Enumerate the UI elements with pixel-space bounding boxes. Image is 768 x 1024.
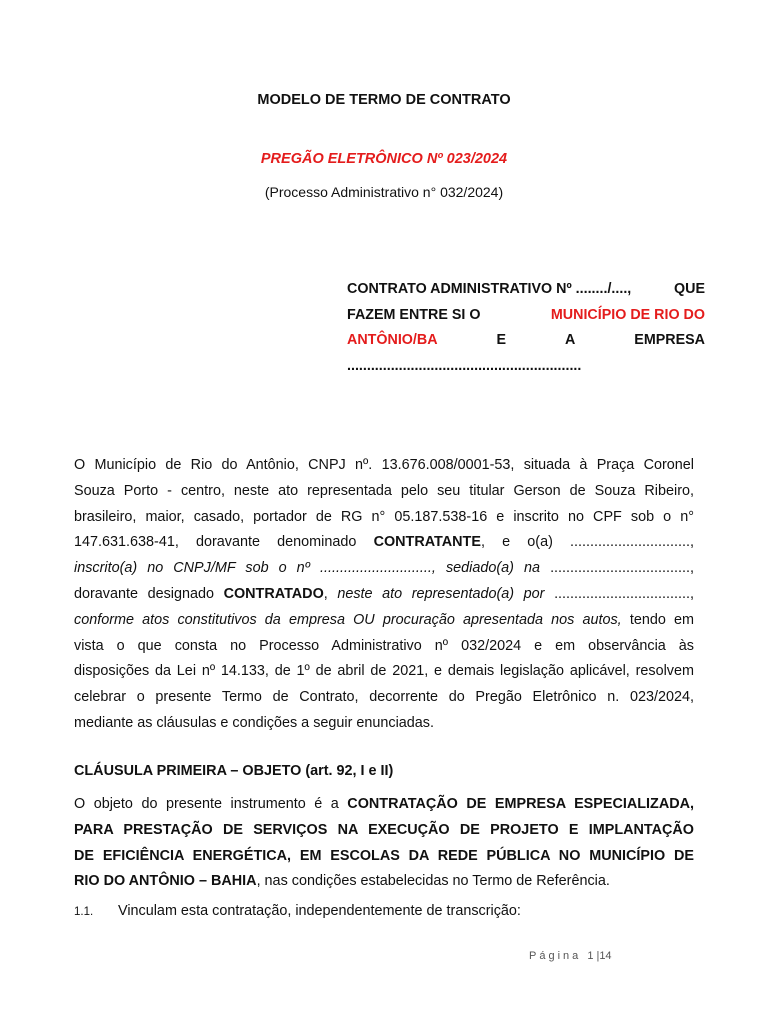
- preamble-line: [74, 582, 694, 608]
- summary-line: [347, 328, 705, 354]
- document-title: MODELO DE TERMO DE CONTRATO: [257, 92, 511, 108]
- summary-line: [347, 303, 705, 329]
- preamble-line: celebrar o presente Termo de Contrato, decorrente do Pregão Eletrônico n. 023/2024,: [74, 689, 694, 706]
- clause-heading: CLÁUSULA PRIMEIRA – OBJETO (art. 92, I e II): [74, 763, 394, 779]
- preamble-text: ...................................,: [550, 560, 694, 577]
- clause-paragraph: [74, 792, 694, 895]
- clause-text: O objeto do presente instrumento é a: [74, 796, 339, 812]
- summary-line: [347, 277, 705, 303]
- municipality-name: ANTÔNIO/BA: [347, 332, 438, 348]
- pregao-number: PREGÃO ELETRÔNICO Nº 023/2024: [260, 151, 508, 167]
- contratado-label: CONTRATADO: [223, 585, 324, 602]
- page-footer: [529, 950, 612, 962]
- preamble-text: conforme atos constitutivos da empresa OU procuração apresentada nos autos,: [74, 611, 622, 628]
- summary-text: FAZEM ENTRE SI O: [347, 306, 481, 323]
- page-total: 14: [599, 950, 612, 962]
- clause-object: RIO DO ANTÔNIO – BAHIA: [74, 873, 257, 890]
- preamble-line: Souza Porto - centro, neste ato representada pelo seu titular Gerson de Souza Ribeiro,: [74, 482, 694, 499]
- clause-item: [74, 903, 521, 919]
- preamble-text: ..................................,: [554, 585, 694, 602]
- preamble-line: mediante as cláusulas e condições a seguir enunciadas.: [74, 714, 434, 731]
- preamble-text: 147.631.638-41, doravante denominado: [74, 534, 357, 551]
- clause-line: [74, 792, 694, 818]
- process-number: (Processo Administrativo n° 032/2024): [264, 184, 504, 200]
- preamble-text: ,: [323, 585, 328, 602]
- preamble-line: [74, 608, 694, 634]
- preamble-line: O Município de Rio do Antônio, CNPJ nº. 13.676.008/0001-53, situada à Praça Coronel: [74, 457, 694, 473]
- summary-text: A: [565, 332, 576, 348]
- summary-line: [347, 354, 705, 380]
- clause-line: PARA PRESTAÇÃO DE SERVIÇOS NA EXECUÇÃO DE PROJETO E IMPLANTAÇÃO: [74, 821, 694, 838]
- preamble-text: inscrito(a) no CNPJ/MF sob o nº ............................, sediado(a) na: [74, 560, 541, 577]
- item-text: Vinculam esta contratação, independentemente de transcrição:: [118, 903, 521, 919]
- page-number: 1: [587, 950, 597, 962]
- summary-text: CONTRATO ADMINISTRATIVO Nº ......../....,: [347, 281, 632, 297]
- page-label: Página: [529, 950, 582, 962]
- summary-blank: ...........................................................: [347, 357, 582, 374]
- preamble-text: doravante designado: [74, 585, 214, 602]
- clause-object: CONTRATAÇÃO DE EMPRESA ESPECIALIZADA,: [347, 796, 694, 812]
- preamble-text: neste ato representado(a) por: [337, 585, 545, 602]
- preamble-text: tendo em: [629, 611, 694, 628]
- clause-line: [74, 869, 694, 895]
- contratante-label: CONTRATANTE: [373, 534, 481, 551]
- clause-line: DE EFICIÊNCIA ENERGÉTICA, EM ESCOLAS DA REDE PÚBLICA NO MUNICÍPIO DE: [74, 847, 694, 864]
- municipality-name: MUNICÍPIO DE RIO DO: [550, 306, 705, 323]
- page-separator: |: [596, 950, 600, 962]
- contract-summary: [347, 277, 705, 379]
- preamble-paragraph: [74, 453, 694, 737]
- preamble-line: disposições da Lei nº 14.133, de 1º de abril de 2021, e demais legislação aplicável, resolvem: [74, 663, 694, 680]
- preamble-line: vista o que consta no Processo Administrativo nº 032/2024 e em observância às: [74, 637, 694, 654]
- preamble-line: [74, 530, 694, 556]
- summary-text: EMPRESA: [634, 332, 705, 348]
- preamble-line: brasileiro, maior, casado, portador de RG n° 05.187.538-16 e inscrito no CPF sob o n°: [74, 508, 694, 525]
- summary-text: QUE: [674, 281, 705, 297]
- summary-text: E: [496, 332, 507, 348]
- clause-text: , nas condições estabelecidas no Termo de Referência.: [256, 873, 610, 890]
- preamble-line: [74, 556, 694, 582]
- preamble-text: , e o(a) ..............................,: [480, 534, 694, 551]
- item-number: 1.1.: [74, 906, 94, 918]
